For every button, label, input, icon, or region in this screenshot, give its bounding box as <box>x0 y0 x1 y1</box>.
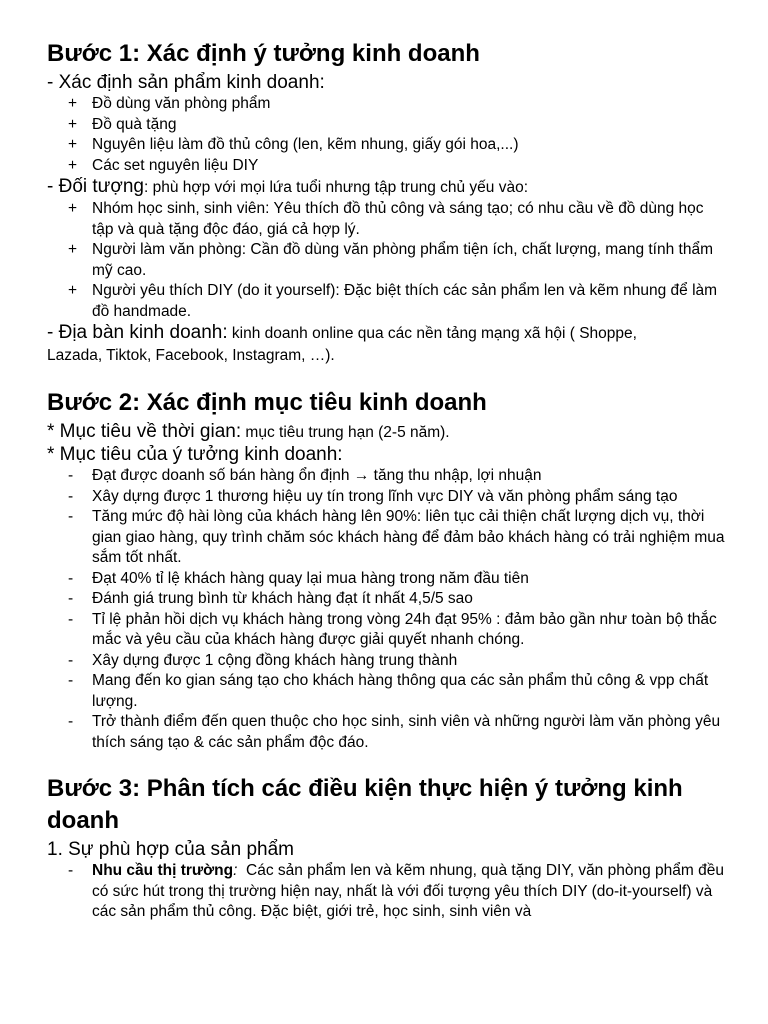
list-item: - Tỉ lệ phản hồi dịch vụ khách hàng trong vòng 24h đạt 95% : đảm bảo gần như toàn bộ thắc mắc và yêu cầu của khách hàng được giải quyết nhanh chóng. <box>68 610 717 648</box>
products-label: - Xác định sản phẩm kinh doanh: <box>47 72 325 93</box>
list-item: + Người yêu thích DIY (do it yourself): Đặc biệt thích các sản phẩm len và kẽm nhung để làm đồ handmade. <box>68 282 718 320</box>
idea-goal-label: * Mục tiêu của ý tưởng kinh doanh: <box>47 444 343 465</box>
fit-list <box>47 861 727 923</box>
step2-section <box>47 387 727 753</box>
product-fit-subheading: 1. Sự phù hợp của sản phẩm <box>47 839 294 860</box>
time-goal-label: * Mục tiêu về thời gian: <box>47 421 242 442</box>
list-item: + Các set nguyên liệu DIY <box>68 156 259 174</box>
time-goal-line <box>47 421 727 444</box>
list-item: - Đánh giá trung bình từ khách hàng đạt ít nhất 4,5/5 sao <box>68 590 473 607</box>
time-goal-text: mục tiêu trung hạn (2-5 năm). <box>241 424 450 441</box>
list-item: + Đồ dùng văn phòng phẩm <box>68 95 271 112</box>
products-list <box>47 94 727 176</box>
target-text: : phù hợp với mọi lứa tuổi nhưng tập trung chủ yếu vào: <box>144 179 529 196</box>
list-item: - Nhu cầu thị trường: Các sản phẩm len và kẽm nhung, quà tặng DIY, văn phòng phẩm đều có sức hút trong thị trường hiện nay, nhất là với đối tượng yêu thích DIY (do-it-yourself) và các sản phẩm thủ công. Đặc biệt, giới trẻ, học sinh, sinh viên và <box>68 862 729 920</box>
step3-heading: Bước 3: Phân tích các điều kiện thực hiện ý tưởng kinh doanh <box>47 775 683 834</box>
list-item: + Nhóm học sinh, sinh viên: Yêu thích đồ thủ công và sáng tạo; có nhu cầu về đồ dùng học tập và quà tặng độc đáo, giá cả hợp lý. <box>68 200 704 238</box>
step3-section <box>47 773 727 923</box>
list-item: + Người làm văn phòng: Cần đồ dùng văn phòng phẩm tiện ích, chất lượng, mang tính thẩm mỹ cao. <box>68 241 713 279</box>
step1-heading: Bước 1: Xác định ý tưởng kinh doanh <box>47 40 480 67</box>
area-continuation: Lazada, Tiktok, Facebook, Instagram, …). <box>47 347 335 364</box>
list-item: - Xây dựng được 1 cộng đồng khách hàng trung thành <box>68 651 458 669</box>
list-item: + Nguyên liệu làm đồ thủ công (len, kẽm nhung, giấy gói hoa,...) <box>68 136 519 153</box>
list-item: - Xây dựng được 1 thương hiệu uy tín trong lĩnh vực DIY và văn phòng phẩm sáng tạo <box>68 487 678 505</box>
list-item: - Mang đến ko gian sáng tạo cho khách hàng thông qua các sản phẩm thủ công & vpp chất lượng. <box>68 672 709 710</box>
list-item: - Đạt 40% tỉ lệ khách hàng quay lại mua hàng trong năm đầu tiên <box>68 569 529 587</box>
list-item: - Trở thành điểm đến quen thuộc cho học sinh, sinh viên và những người làm văn phòng yêu thích sáng tạo & các sản phẩm độc đáo. <box>68 713 721 751</box>
step1-section <box>47 38 727 367</box>
step2-heading: Bước 2: Xác định mục tiêu kinh doanh <box>47 389 487 416</box>
area-label: - Địa bàn kinh doanh: <box>47 322 228 343</box>
target-label: - Đối tượng <box>47 176 144 197</box>
market-label: Nhu cầu thị trường <box>92 862 234 879</box>
targets-list <box>47 199 727 322</box>
document-page <box>47 38 727 923</box>
list-item: - Tăng mức độ hài lòng của khách hàng lên 90%: liên tục cải thiện chất lượng dịch vụ, thời gian giao hàng, quy trình chăm sóc khách hàng để đảm bảo khách hàng có trải nghiệm mua sắm tốt nhất. <box>68 508 725 566</box>
area-line <box>47 322 727 345</box>
list-item: - Đạt được doanh số bán hàng ổn định → tăng thu nhập, lợi nhuận <box>68 467 542 484</box>
goals-list <box>47 466 727 753</box>
target-line <box>47 176 727 199</box>
market-text: Các sản phẩm len và kẽm nhung, quà tặng DIY, văn phòng phẩm đều có sức hút trong thị trường hiện nay, nhất là với đối tượng yêu thích DIY (do-it-yourself) và các sản phẩm thủ công. Đặc biệt, giới trẻ, học sinh, sinh viên và <box>92 862 729 920</box>
area-text: kinh doanh online qua các nền tảng mạng xã hội ( Shoppe, <box>227 325 637 342</box>
list-item: + Đồ quà tặng <box>68 115 177 133</box>
